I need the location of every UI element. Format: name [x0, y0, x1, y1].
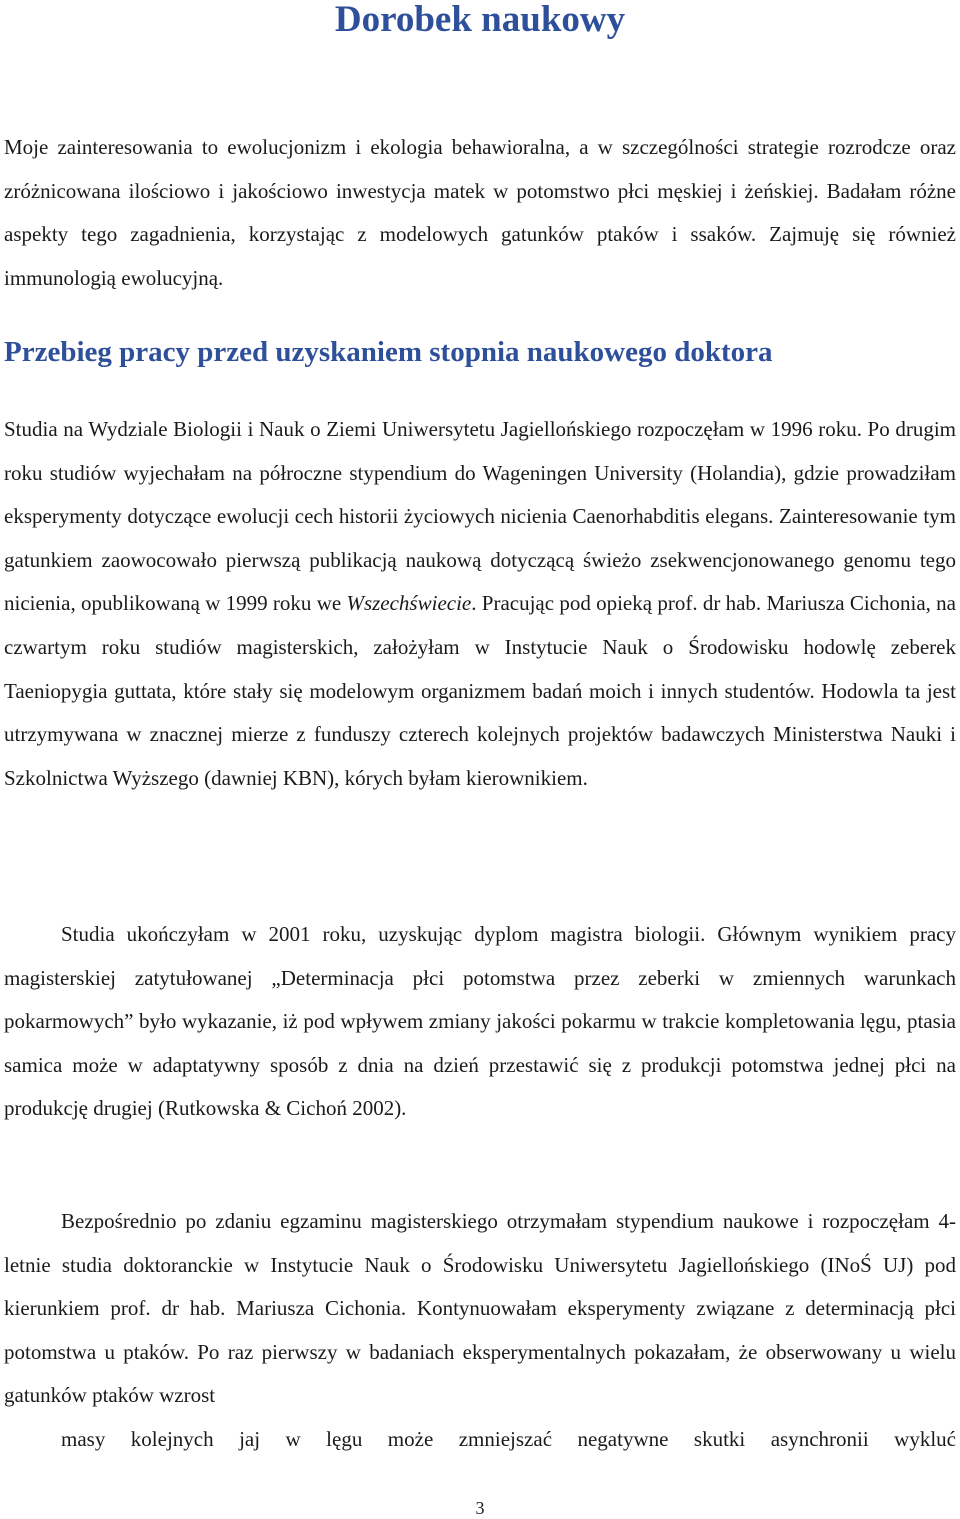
section-heading: Przebieg pracy przed uzyskaniem stopnia naukowego doktora	[4, 336, 773, 368]
studies-paragraph	[4, 408, 956, 800]
doctoral-paragraph-text: Bezpośrednio po zdaniu egzaminu magisterskiego otrzymałam stypendium naukowe i rozpoczęłam 4-letnie studia doktoranckie w Instytucie Nauk o Środowisku Uniwersytetu Jagiellońskiego (INoŚ UJ) pod kierunkiem prof. dr hab. Mariusza Cichonia. Kontynuowałam eksperymenty związane z determinacją płci potomstwa u ptaków. Po raz pierwszy w badaniach eksperymentalnych pokazałam, że obserwowany u wielu gatunków ptaków wzrost	[4, 1209, 956, 1408]
masters-paragraph: Studia ukończyłam w 2001 roku, uzyskując dyplom magistra biologii. Głównym wynikiem pracy magisterskiej zatytułowanej „Determinacja płci potomstwa przez zeberki w zmiennych warunkach pokarmowych” było wykazanie, iż pod wpływem zmiany jakości pokarmu w trakcie kompletowania lęgu, ptasia samica może w adaptatywny sposób z dnia na dzień przestawić się z produkcji potomstwa jednej płci na produkcję drugiej (Rutkowska & Cichoń 2002).	[4, 922, 956, 1121]
page-number: 3	[475, 1498, 485, 1518]
journal-name: Wszechświecie	[346, 591, 472, 616]
studies-paragraph-text: Studia na Wydziale Biologii i Nauk o Ziemi Uniwersytetu Jagiellońskiego rozpoczęłam w 1996 roku. Po drugim roku studiów wyjechałam na półroczne stypendium do Wageningen University (Holandia), gdzie prowadziłam eksperymenty dotyczące ewolucji cech historii życiowych nicienia Caenorhabditis elegans. Zainteresowanie tym gatunkiem zaowocowało pierwszą publikacją naukową dotyczącą świeżo zsekwencjonowanego genomu tego nicienia, opublikowaną w 1999 roku we	[4, 417, 956, 616]
intro-paragraph: Moje zainteresowania to ewolucjonizm i ekologia behawioralna, a w szczególności strategie rozrodcze oraz zróżnicowana ilościowo i jakościowo inwestycja matek w potomstwo płci męskiej i żeńskiej. Badałam różne aspekty tego zagadnienia, korzystając z modelowych gatunków ptaków i ssaków. Zajmuję się również immunologią ewolucyjną.	[4, 135, 956, 290]
page-title: Dorobek naukowy	[334, 0, 626, 40]
studies-paragraph-text-continued: . Pracując pod opieką prof. dr hab. Mariusza Cichonia, na czwartym roku studiów magisterskich, założyłam w Instytucie Nauk o Środowisku hodowlę zeberek Taeniopygia guttata, które stały się modelowym organizmem badań moich i innych studentów. Hodowla ta jest utrzymywana w znacznej mierze z funduszy czterech kolejnych projektów badawczych Ministerstwa Nauki i Szkolnictwa Wyższego (dawniej KBN), kórych byłam kierownikiem.	[4, 591, 956, 790]
doctoral-paragraph	[4, 1200, 956, 1462]
doctoral-paragraph-last-line: masy kolejnych jaj w lęgu może zmniejszać negatywne skutki asynchronii wykluć	[61, 1426, 956, 1451]
